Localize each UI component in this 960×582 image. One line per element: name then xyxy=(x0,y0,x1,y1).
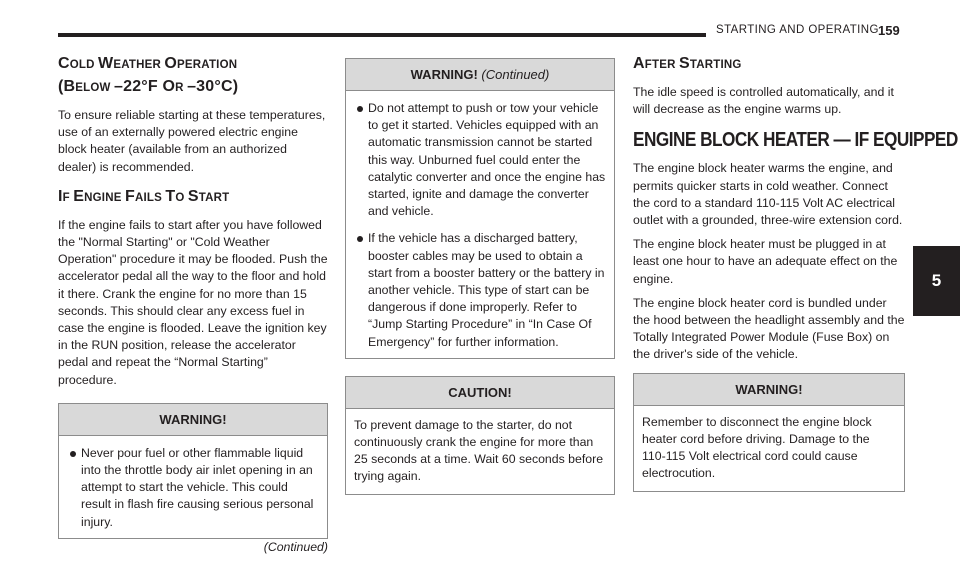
block-heater-paragraph: The engine block heater cord is bundled under the hood between the headlight assembly and the Totally Integrated Power Module (Fuse Box) on the driver's side of the vehicle. xyxy=(633,295,905,362)
heading-fragment: F xyxy=(62,191,74,204)
heading-fragment: O xyxy=(175,191,188,204)
page-number: 159 xyxy=(878,23,900,38)
bullet-icon xyxy=(67,445,81,531)
heading-fragment: E xyxy=(73,187,85,205)
warning-continued-body xyxy=(346,91,614,358)
warning-title: WARNING! xyxy=(59,404,327,436)
continued-note: (Continued) xyxy=(263,539,328,554)
column-middle xyxy=(345,58,615,495)
warning-text: Remember to disconnect the engine block heater cord before driving. Damage to the 110-115 Volt electrical cord could cause electrocution. xyxy=(642,414,872,481)
heading-fragment: S xyxy=(679,55,690,72)
cold-weather-paragraph: To ensure reliable starting at these temperatures, use of an externally powered electric engine block heater (available from an authorized dealer) is recommended. xyxy=(58,108,326,174)
heading-fragment: T xyxy=(165,187,176,205)
block-heater-paragraph: The engine block heater warms the engine, and permits quicker starts in cold weather. Connect the cord to a standard 110-115 Volt AC electrical outlet with a grounded, three-wire extension cord. xyxy=(633,161,903,228)
after-starting-paragraph: The idle speed is controlled automatically, and it will decrease as the engine warms up. xyxy=(633,85,894,117)
caution-text: To prevent damage to the starter, do not continuously crank the engine for more than 25 seconds at a time. Wait 60 seconds before trying again. xyxy=(354,417,604,484)
heading-fragment: O xyxy=(164,55,178,72)
heading-line xyxy=(633,55,742,72)
warning-box-continued xyxy=(345,58,615,359)
caution-box xyxy=(345,376,615,495)
after-starting-heading xyxy=(633,53,905,76)
heading-fragment: FTER xyxy=(644,59,679,71)
heading-fragment: ELOW xyxy=(75,82,114,94)
heading-fragment: –22°F xyxy=(114,78,163,95)
fails-to-start-paragraph: If the engine fails to start after you have followed the "Normal Starting" or "Cold Weather Operation" procedure it may be flooded. Push the accelerator pedal all the way to the floor and hold it there. Crank the engine for no more than 15 seconds. This should clear any excess fuel in case the engine is flooded. Leave the ignition key in the RUN position, release the accelerator pedal and repeat the “Normal Starting” procedure. xyxy=(58,217,328,387)
warning-bullet xyxy=(354,230,606,350)
block-heater-paragraph: The engine block heater must be plugged in at least one hour to have an adequate effect on the engine. xyxy=(633,237,898,286)
warning-box-cord xyxy=(633,373,905,493)
heading-fragment: I xyxy=(58,187,63,205)
heading-fragment: OLD xyxy=(69,59,99,71)
heading-fragment: NGINE xyxy=(84,191,125,204)
heading-line xyxy=(58,78,238,95)
block-heater-heading: ENGINE BLOCK HEATER — IF EQUIPPED xyxy=(633,129,958,152)
warning-continued-title xyxy=(346,59,614,91)
heading-fragment: A xyxy=(633,55,645,72)
bullet-icon xyxy=(354,100,368,220)
bullet-text: If the vehicle has a discharged battery, booster cables may be used to obtain a start from a booster battery or the battery in another vehicle. This type of start can be dangerous if done improperly. Refer to “Jump Starting Procedure” in “In Case Of Emergency” for further information. xyxy=(368,231,605,349)
warning-title-suffix: (Continued) xyxy=(481,67,550,82)
fails-to-start-heading xyxy=(58,186,328,209)
heading-fragment: TART xyxy=(198,191,230,204)
heading-fragment: O xyxy=(162,78,176,95)
caution-body xyxy=(346,409,614,494)
caution-title: CAUTION! xyxy=(346,377,614,409)
heading-line xyxy=(58,55,237,72)
cold-weather-heading xyxy=(58,53,328,99)
bullet-text: Never pour fuel or other flammable liquid into the throttle body air inlet opening in an attempt to start the vehicle. This could result in flash fire causing serious personal injury. xyxy=(81,445,314,529)
warning-bullet xyxy=(67,445,319,531)
section-title: STARTING AND OPERATING xyxy=(716,24,879,36)
warning-body xyxy=(634,406,904,492)
bullet-icon xyxy=(354,230,368,350)
warning-box-fuel xyxy=(58,403,328,539)
header-rule xyxy=(58,33,706,37)
heading-fragment: PERATION xyxy=(177,59,238,71)
heading-fragment: S xyxy=(187,187,199,205)
column-left xyxy=(58,53,328,555)
heading-fragment: –30°C) xyxy=(187,78,239,95)
warning-title-text: WARNING! xyxy=(410,67,478,82)
bullet-text: Do not attempt to push or tow your vehicle to get it started. Vehicles equipped with an automatic transmission cannot be started this way. Unburned fuel could enter the catalytic converter and once the engine has started, ignite and damage the converter and vehicle. xyxy=(368,101,606,219)
warning-title: WARNING! xyxy=(634,374,904,406)
warning-body xyxy=(59,436,327,538)
warning-bullet xyxy=(354,100,606,220)
heading-fragment: C xyxy=(58,55,70,72)
heading-fragment: AILS xyxy=(134,191,166,204)
heading-fragment: TARTING xyxy=(689,59,742,71)
heading-line xyxy=(58,188,229,205)
heading-fragment: R xyxy=(175,82,188,94)
chapter-tab[interactable]: 5 xyxy=(913,246,960,316)
heading-fragment: W xyxy=(98,55,114,72)
heading-fragment: EATHER xyxy=(113,59,165,71)
heading-fragment: F xyxy=(124,187,135,205)
column-right xyxy=(633,53,958,492)
heading-fragment: (B xyxy=(58,78,76,95)
